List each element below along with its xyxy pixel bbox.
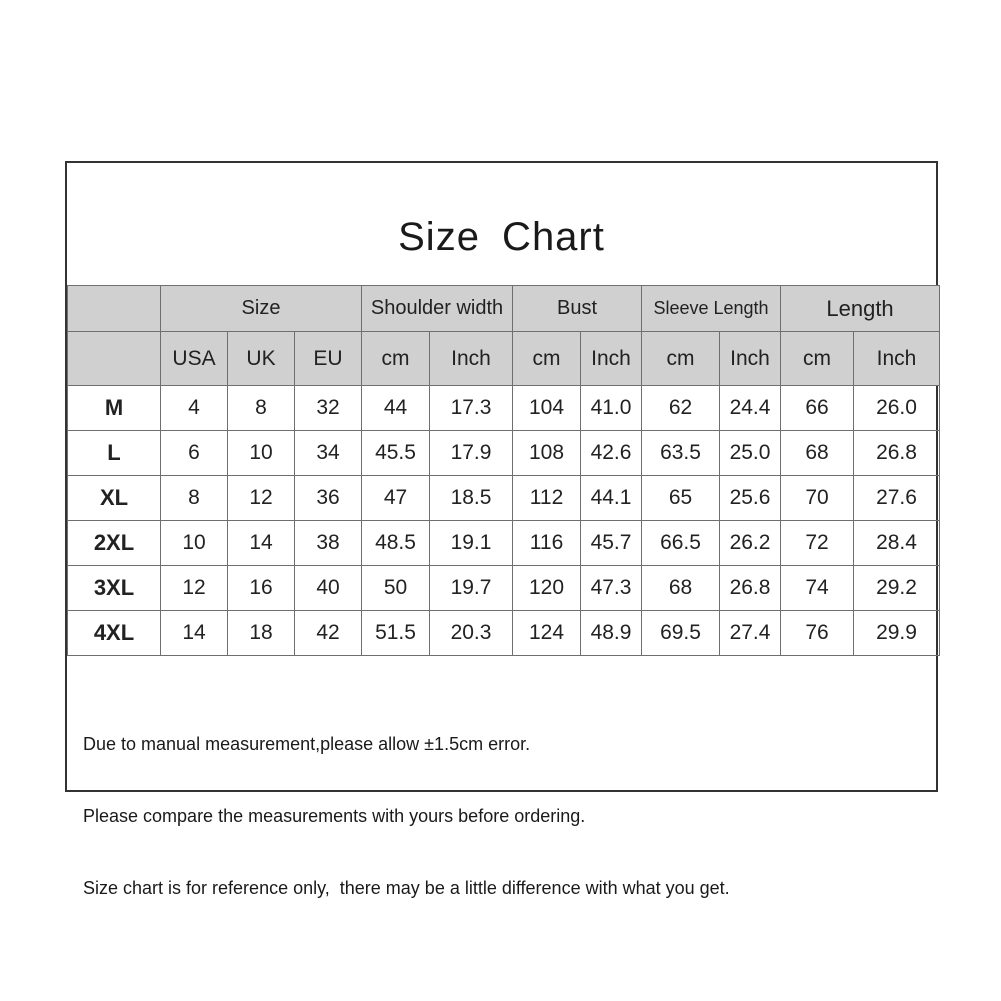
length-group-header: Length bbox=[781, 286, 940, 332]
subheader-cell: EU bbox=[295, 332, 362, 386]
table-cell: 62 bbox=[642, 386, 720, 431]
table-row bbox=[68, 431, 940, 476]
table-cell: 70 bbox=[781, 476, 854, 521]
table-cell: 47 bbox=[362, 476, 430, 521]
sleeve-group-header: Sleeve Length bbox=[642, 286, 781, 332]
table-cell: 66.5 bbox=[642, 521, 720, 566]
table-cell: 36 bbox=[295, 476, 362, 521]
table-cell: 25.6 bbox=[720, 476, 781, 521]
table-cell: 27.6 bbox=[854, 476, 940, 521]
table-cell: 4 bbox=[161, 386, 228, 431]
subheader-cell: Inch bbox=[581, 332, 642, 386]
table-cell: 12 bbox=[228, 476, 295, 521]
size-label: M bbox=[68, 386, 161, 431]
subheader-cell: USA bbox=[161, 332, 228, 386]
note-line: Due to manual measurement,please allow ±1.5cm error. bbox=[83, 734, 531, 754]
table-cell: 50 bbox=[362, 566, 430, 611]
table-cell: 29.9 bbox=[854, 611, 940, 656]
table-cell: 68 bbox=[642, 566, 720, 611]
table-cell: 42 bbox=[295, 611, 362, 656]
size-label: L bbox=[68, 431, 161, 476]
table-cell: 24.4 bbox=[720, 386, 781, 431]
table-cell: 124 bbox=[513, 611, 581, 656]
bust-group-header: Bust bbox=[513, 286, 642, 332]
table-cell: 44 bbox=[362, 386, 430, 431]
table-cell: 76 bbox=[781, 611, 854, 656]
shoulder-group-header: Shoulder width bbox=[362, 286, 513, 332]
size-label: XL bbox=[68, 476, 161, 521]
table-cell: 68 bbox=[781, 431, 854, 476]
notes bbox=[83, 684, 730, 948]
table-cell: 8 bbox=[228, 386, 295, 431]
table-row bbox=[68, 566, 940, 611]
table-cell: 51.5 bbox=[362, 611, 430, 656]
table-cell: 26.8 bbox=[854, 431, 940, 476]
table-cell: 45.5 bbox=[362, 431, 430, 476]
table-cell: 120 bbox=[513, 566, 581, 611]
table-cell: 25.0 bbox=[720, 431, 781, 476]
table-cell: 28.4 bbox=[854, 521, 940, 566]
table-cell: 38 bbox=[295, 521, 362, 566]
table-cell: 6 bbox=[161, 431, 228, 476]
chart-title: Size Chart bbox=[398, 215, 605, 259]
table-cell: 32 bbox=[295, 386, 362, 431]
subheader-cell: cm bbox=[781, 332, 854, 386]
table-cell: 20.3 bbox=[430, 611, 513, 656]
table-cell: 45.7 bbox=[581, 521, 642, 566]
table-cell: 14 bbox=[228, 521, 295, 566]
table-cell: 108 bbox=[513, 431, 581, 476]
table-cell: 29.2 bbox=[854, 566, 940, 611]
table-row bbox=[68, 386, 940, 431]
table-cell: 17.9 bbox=[430, 431, 513, 476]
table-cell: 72 bbox=[781, 521, 854, 566]
size-label: 4XL bbox=[68, 611, 161, 656]
table-cell: 18.5 bbox=[430, 476, 513, 521]
table-cell: 8 bbox=[161, 476, 228, 521]
table-cell: 26.2 bbox=[720, 521, 781, 566]
subheader-cell: UK bbox=[228, 332, 295, 386]
table-cell: 19.1 bbox=[430, 521, 513, 566]
table-cell: 74 bbox=[781, 566, 854, 611]
size-chart-frame bbox=[65, 161, 938, 898]
table-cell: 26.0 bbox=[854, 386, 940, 431]
table-row bbox=[68, 611, 940, 656]
table-cell: 14 bbox=[161, 611, 228, 656]
table-cell: 17.3 bbox=[430, 386, 513, 431]
subheader-cell: cm bbox=[513, 332, 581, 386]
table-cell: 112 bbox=[513, 476, 581, 521]
table-cell: 12 bbox=[161, 566, 228, 611]
table-cell: 42.6 bbox=[581, 431, 642, 476]
size-label: 3XL bbox=[68, 566, 161, 611]
table-cell: 27.4 bbox=[720, 611, 781, 656]
subheader-cell: Inch bbox=[720, 332, 781, 386]
table-cell: 65 bbox=[642, 476, 720, 521]
subheader-cell: Inch bbox=[430, 332, 513, 386]
corner-cell bbox=[68, 286, 161, 332]
table-cell: 41.0 bbox=[581, 386, 642, 431]
size-group-header: Size bbox=[161, 286, 362, 332]
table-row bbox=[68, 521, 940, 566]
table-cell: 19.7 bbox=[430, 566, 513, 611]
subheader-cell: Inch bbox=[854, 332, 940, 386]
table-cell: 40 bbox=[295, 566, 362, 611]
table-cell: 116 bbox=[513, 521, 581, 566]
subheader-cell: cm bbox=[362, 332, 430, 386]
table-row bbox=[68, 476, 940, 521]
subheader-cell: cm bbox=[642, 332, 720, 386]
table-cell: 48.5 bbox=[362, 521, 430, 566]
note-line: Please compare the measurements with yours before ordering. bbox=[83, 806, 586, 826]
table-cell: 104 bbox=[513, 386, 581, 431]
table-cell: 47.3 bbox=[581, 566, 642, 611]
table-cell: 16 bbox=[228, 566, 295, 611]
note-line: Size chart is for reference only, there may be a little difference with what you get. bbox=[83, 878, 730, 898]
table-cell: 18 bbox=[228, 611, 295, 656]
unit-header-row bbox=[68, 332, 940, 386]
table-cell: 10 bbox=[228, 431, 295, 476]
table-cell: 66 bbox=[781, 386, 854, 431]
table-cell: 34 bbox=[295, 431, 362, 476]
table-cell: 69.5 bbox=[642, 611, 720, 656]
corner-cell bbox=[68, 332, 161, 386]
group-header-row bbox=[68, 286, 940, 332]
size-label: 2XL bbox=[68, 521, 161, 566]
size-table bbox=[67, 285, 940, 656]
table-cell: 48.9 bbox=[581, 611, 642, 656]
table-cell: 44.1 bbox=[581, 476, 642, 521]
table-cell: 26.8 bbox=[720, 566, 781, 611]
table-cell: 63.5 bbox=[642, 431, 720, 476]
table-cell: 10 bbox=[161, 521, 228, 566]
